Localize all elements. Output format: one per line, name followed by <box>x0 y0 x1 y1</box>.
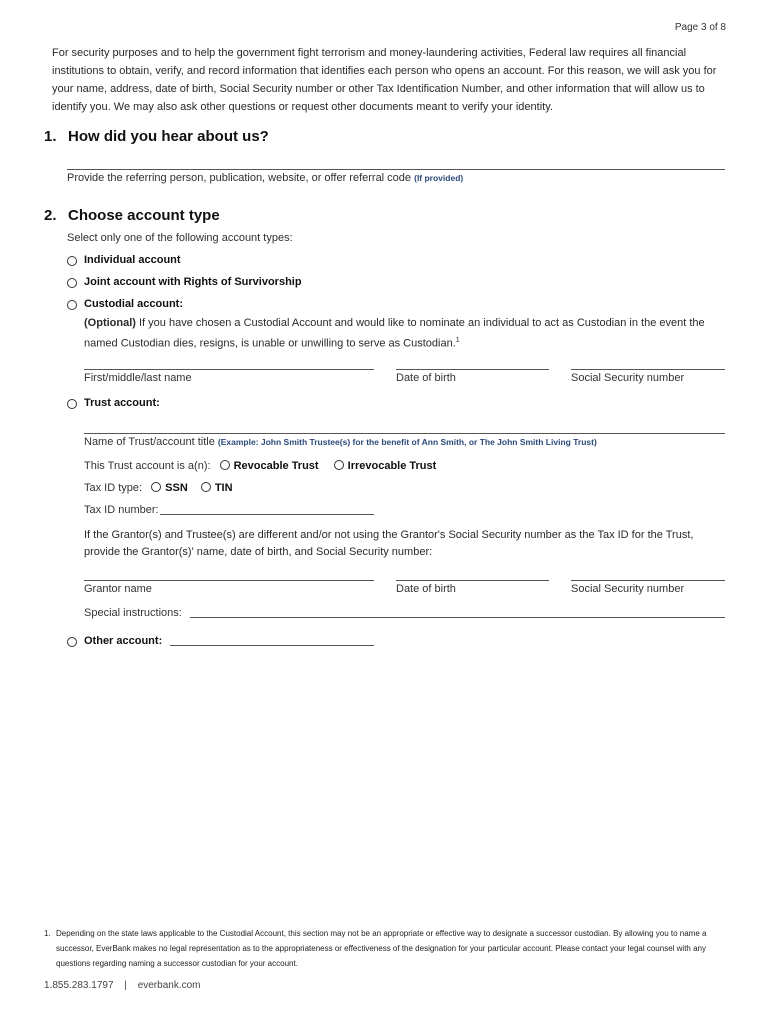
footer-website[interactable]: everbank.com <box>137 980 201 991</box>
section-2-number: 2. <box>44 207 57 224</box>
tin-radio[interactable] <box>201 482 211 492</box>
referral-field-caption <box>67 172 463 184</box>
trust-account-radio[interactable] <box>67 399 77 409</box>
section-2-title: Choose account type <box>68 207 220 224</box>
revocable-trust-radio[interactable] <box>220 460 230 470</box>
footnote-reference: 1 <box>455 337 460 344</box>
custodian-dob-line[interactable] <box>396 369 549 370</box>
custodial-account-label: Custodial account: <box>84 298 184 310</box>
irrevocable-trust-label: Irrevocable Trust <box>347 460 437 472</box>
other-account-radio[interactable] <box>67 637 77 647</box>
joint-account-label: Joint account with Rights of Survivorship <box>84 276 302 288</box>
trust-title-example: (Example: John Smith Trustee(s) for the benefit of Ann Smith, or The John Smith Living Trust) <box>217 437 597 447</box>
joint-account-radio[interactable] <box>67 278 77 288</box>
individual-account-radio[interactable] <box>67 256 77 266</box>
section-1-number: 1. <box>44 128 57 145</box>
custodian-dob-label: Date of birth <box>396 372 456 384</box>
optional-label: (Optional) <box>84 317 136 329</box>
trust-type-row <box>84 460 436 472</box>
referral-field-label: Provide the referring person, publication, website, or offer referral code <box>67 172 412 184</box>
footnote-text: Depending on the state laws applicable to the Custodial Account, this section may not be an appropriate or effective way to designate a successor custodian. By allowing you to name a successor, EverBank makes no legal representation as to the appropriateness or effectiveness of the designation for your particular account. Please contact your legal counsel with any questions regarding naming a successor custodian for your account. <box>56 929 707 968</box>
footer-phone: 1.855.283.1797 <box>44 980 114 991</box>
tax-id-type-label: Tax ID type: <box>84 482 143 494</box>
intro-paragraph: For security purposes and to help the government fight terrorism and money-laundering activities, Federal law requires all financial institutions to obtain, verify, and record information that identifies each person who opens an account. For this reason, we will ask you for your name, address, date of birth, Social Security number or other Tax Identification Number, and other information that will allow us to identify you. We may also ask other questions or request other documents meant to verify your identity. <box>52 47 717 113</box>
custodial-optional-text <box>84 315 728 353</box>
grantor-name-line[interactable] <box>84 580 374 581</box>
grantor-note: If the Grantor(s) and Trustee(s) are different and/or not using the Grantor's Social Security number as the Tax ID for the Trust, provide the Grantor(s)' name, date of birth, and Social Security number: <box>84 529 694 558</box>
footer-separator: | <box>124 980 127 991</box>
page-footer <box>44 980 201 991</box>
other-account-line[interactable] <box>170 645 374 646</box>
trust-title-label: Name of Trust/account title <box>84 436 215 448</box>
section-1-title: How did you hear about us? <box>68 128 269 145</box>
other-account-label: Other account: <box>84 635 163 647</box>
tax-id-type-row <box>84 482 233 494</box>
section-1-heading <box>44 128 269 145</box>
custodian-ssn-line[interactable] <box>571 369 725 370</box>
special-instructions-label: Special instructions: <box>84 607 182 619</box>
page-number: Page 3 of 8 <box>674 22 726 33</box>
grantor-ssn-label: Social Security number <box>571 583 685 595</box>
tin-label: TIN <box>214 482 233 494</box>
footnote <box>44 926 734 971</box>
revocable-trust-label: Revocable Trust <box>233 460 319 472</box>
trust-account-label: Trust account: <box>84 397 160 409</box>
footnote-number: 1. <box>44 929 51 938</box>
grantor-ssn-line[interactable] <box>571 580 725 581</box>
section-2-heading <box>44 207 220 224</box>
custodian-ssn-label: Social Security number <box>571 372 685 384</box>
custodian-name-label: First/middle/last name <box>84 372 192 384</box>
tax-id-number-label: Tax ID number: <box>84 504 159 516</box>
referral-input-line[interactable] <box>67 169 725 170</box>
account-type-instruction: Select only one of the following account types: <box>67 232 293 244</box>
referral-field-note: (If provided) <box>414 173 464 183</box>
trust-type-label: This Trust account is a(n): <box>84 460 211 472</box>
ssn-radio[interactable] <box>151 482 161 492</box>
special-instructions-line[interactable] <box>190 617 725 618</box>
ssn-label: SSN <box>165 482 188 494</box>
optional-description: If you have chosen a Custodial Account and would like to nominate an individual to act as Custodian in the event the named Custodian dies, resigns, is unable or unwilling to serve as Custodian. <box>84 317 705 350</box>
grantor-dob-label: Date of birth <box>396 583 456 595</box>
trust-title-line[interactable] <box>84 433 725 434</box>
grantor-dob-line[interactable] <box>396 580 549 581</box>
irrevocable-trust-radio[interactable] <box>334 460 344 470</box>
grantor-name-label: Grantor name <box>84 583 152 595</box>
custodial-account-radio[interactable] <box>67 300 77 310</box>
custodian-name-line[interactable] <box>84 369 374 370</box>
individual-account-label: Individual account <box>84 254 181 266</box>
tax-id-number-line[interactable] <box>160 514 374 515</box>
trust-title-caption <box>84 436 597 448</box>
